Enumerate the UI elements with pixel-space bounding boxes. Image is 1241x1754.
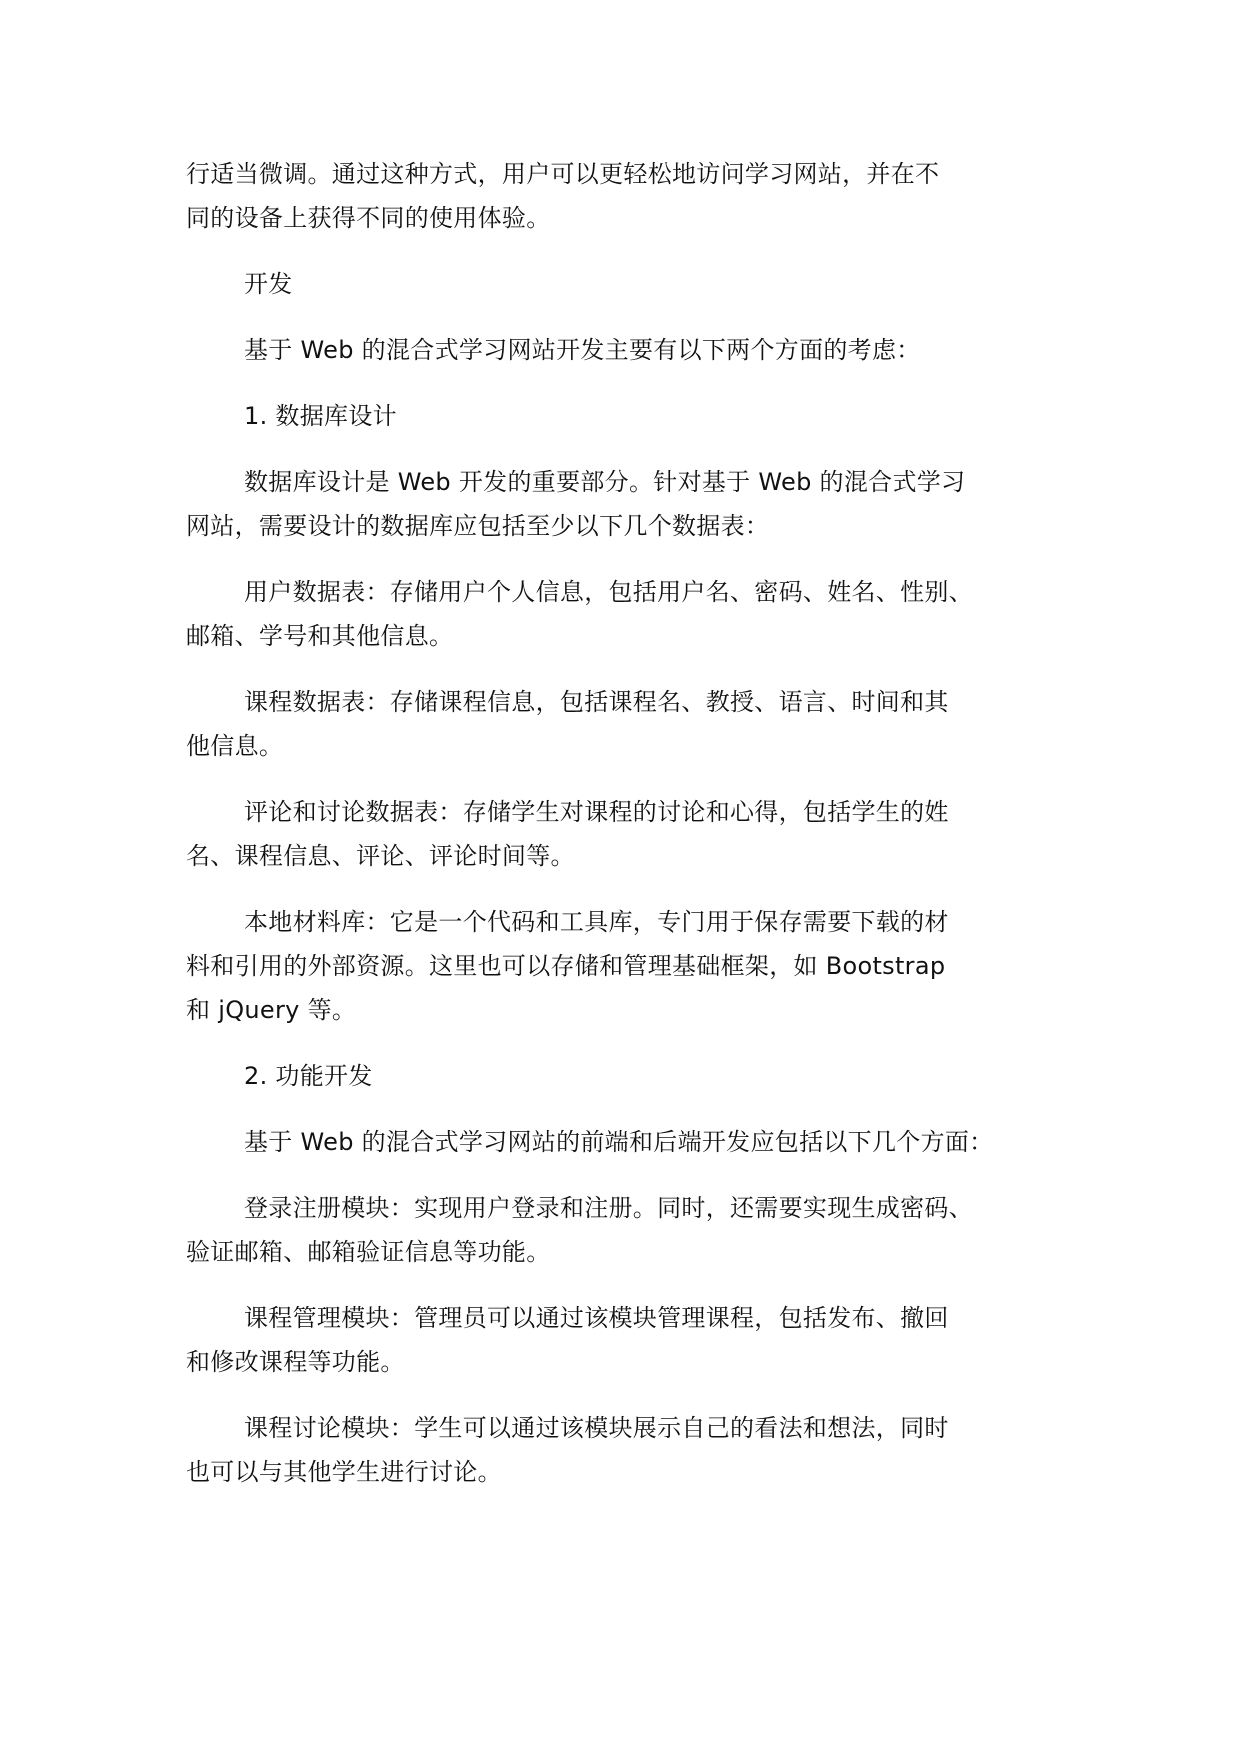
text-line: 基于 Web 的混合式学习网站开发主要有以下两个方面的考虑：: [244, 336, 921, 364]
section-heading-development: [186, 262, 1076, 306]
text-line: 和 jQuery 等。: [186, 996, 357, 1024]
paragraph-user-table: [186, 570, 1076, 658]
document-body: [186, 152, 1076, 1516]
text-line: 1. 数据库设计: [244, 402, 397, 430]
text-line: 他信息。: [186, 732, 284, 760]
text-line: 数据库设计是 Web 开发的重要部分。针对基于 Web 的混合式学习: [244, 468, 966, 496]
text-line: 用户数据表：存储用户个人信息，包括用户名、密码、姓名、性别、: [244, 578, 973, 606]
paragraph-login-module: [186, 1186, 1076, 1274]
subheading-feature-development: [186, 1054, 1076, 1098]
text-line: 同的设备上获得不同的使用体验。: [186, 204, 551, 232]
text-line: 行适当微调。通过这种方式，用户可以更轻松地访问学习网站，并在不: [186, 160, 940, 188]
text-line: 课程讨论模块：学生可以通过该模块展示自己的看法和想法，同时: [244, 1414, 949, 1442]
text-line: 料和引用的外部资源。这里也可以存储和管理基础框架，如 Bootstrap: [186, 952, 946, 980]
paragraph-course-discussion-module: [186, 1406, 1076, 1494]
text-line: 也可以与其他学生进行讨论。: [186, 1458, 502, 1486]
text-line: 课程管理模块：管理员可以通过该模块管理课程，包括发布、撤回: [244, 1304, 949, 1332]
paragraph-course-table: [186, 680, 1076, 768]
paragraph-intro: [186, 328, 1076, 372]
text-line: 课程数据表：存储课程信息，包括课程名、教授、语言、时间和其: [244, 688, 949, 716]
text-line: 基于 Web 的混合式学习网站的前端和后端开发应包括以下几个方面：: [244, 1128, 994, 1156]
paragraph-discussion-table: [186, 790, 1076, 878]
text-line: 评论和讨论数据表：存储学生对课程的讨论和心得，包括学生的姓: [244, 798, 949, 826]
paragraph-frontend-backend: [186, 1120, 1076, 1164]
paragraph-database-overview: [186, 460, 1076, 548]
text-line: 开发: [244, 270, 293, 298]
text-line: 邮箱、学号和其他信息。: [186, 622, 454, 650]
text-line: 名、课程信息、评论、评论时间等。: [186, 842, 575, 870]
text-line: 本地材料库：它是一个代码和工具库，专门用于保存需要下载的材: [244, 908, 949, 936]
text-line: 登录注册模块：实现用户登录和注册。同时，还需要实现生成密码、: [244, 1194, 973, 1222]
text-line: 网站，需要设计的数据库应包括至少以下几个数据表：: [186, 512, 770, 540]
text-line: 和修改课程等功能。: [186, 1348, 405, 1376]
paragraph-continuation: [186, 152, 1076, 240]
paragraph-course-management-module: [186, 1296, 1076, 1384]
subheading-database-design: [186, 394, 1076, 438]
paragraph-local-library: [186, 900, 1076, 1032]
text-line: 验证邮箱、邮箱验证信息等功能。: [186, 1238, 551, 1266]
text-line: 2. 功能开发: [244, 1062, 373, 1090]
